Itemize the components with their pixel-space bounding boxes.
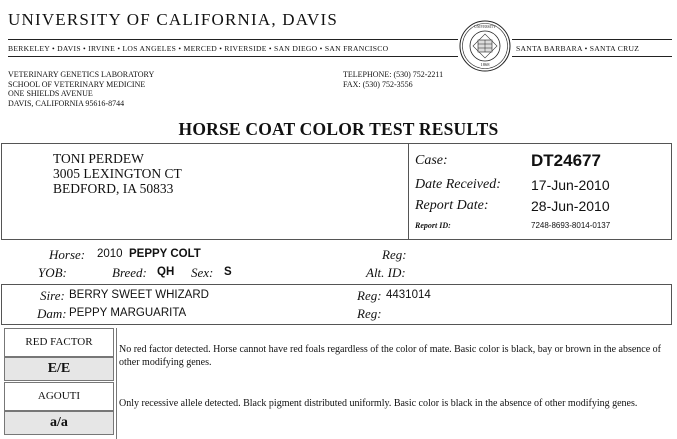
test-name: RED FACTOR — [4, 328, 114, 357]
test-result: a/a — [4, 411, 114, 435]
campus-list-right: SANTA BARBARA • SANTA CRUZ — [516, 44, 640, 53]
sire-value: BERRY SWEET WHIZARD — [69, 289, 209, 301]
case-divider — [408, 143, 409, 240]
dam-reg-label: Reg: — [357, 306, 382, 321]
report-date-label: Report Date: — [415, 198, 489, 213]
university-seal-icon — [459, 20, 511, 72]
sire-reg-value: 4431014 — [386, 289, 431, 301]
svg-text:1868: 1868 — [480, 62, 490, 67]
report-date-value: 28-Jun-2010 — [531, 198, 610, 214]
lab-address-line: ONE SHIELDS AVENUE — [8, 89, 93, 98]
horse-reg-label: Reg: — [382, 247, 407, 262]
sex-label: Sex: — [191, 265, 214, 280]
owner-city: BEDFORD, IA 50833 — [53, 181, 174, 196]
lab-contact — [343, 70, 443, 89]
horse-year: 2010 — [97, 248, 123, 260]
sex-value: S — [224, 266, 232, 278]
breed-label: Breed: — [112, 265, 147, 280]
sire-label: Sire: — [40, 288, 65, 303]
owner-name: TONI PERDEW — [53, 151, 144, 166]
test-red-factor — [0, 328, 677, 382]
test-description: Only recessive allele detected. Black pigment distributed uniformly. Basic color is black in the absence of other modifying genes. — [119, 398, 638, 409]
owner-address — [53, 151, 182, 196]
lab-address — [8, 70, 154, 108]
svg-text:UNIVERSITY: UNIVERSITY — [474, 25, 496, 29]
test-divider — [116, 328, 117, 382]
lab-fax: FAX: (530) 752-3556 — [343, 79, 413, 89]
report-title: HORSE COAT COLOR TEST RESULTS — [178, 119, 499, 139]
header-rule-top-left — [8, 39, 458, 40]
lab-address-line: SCHOOL OF VETERINARY MEDICINE — [8, 79, 146, 89]
case-number: DT24677 — [531, 151, 601, 170]
lab-address-line: VETERINARY GENETICS LABORATORY — [8, 70, 155, 79]
campus-list-left: BERKELEY • DAVIS • IRVINE • LOS ANGELES • MERCED • RIVERSIDE • SAN DIEGO • SAN FRANCISCO — [8, 44, 389, 53]
test-result: E/E — [4, 357, 114, 381]
university-name: UNIVERSITY OF CALIFORNIA, DAVIS — [8, 10, 338, 29]
lab-address-line: DAVIS, CALIFORNIA 95616-8744 — [8, 98, 125, 108]
header-rule-bottom-left — [8, 56, 458, 57]
report-id-label: Report ID: — [415, 221, 451, 230]
yob-label: YOB: — [38, 265, 67, 280]
test-description: No red factor detected. Horse cannot have red foals regardless of the color of mate. Basic color is black, bay or brown in the absence of other modifying genes. — [119, 344, 662, 368]
date-received-value: 17-Jun-2010 — [531, 177, 610, 193]
alt-id-label: Alt. ID: — [366, 265, 406, 280]
test-agouti — [0, 382, 677, 439]
date-received-label: Date Received: — [415, 177, 501, 192]
sire-reg-label: Reg: — [357, 288, 382, 303]
dam-label: Dam: — [37, 306, 67, 321]
lab-telephone: TELEPHONE: (530) 752-2211 — [343, 70, 444, 79]
report-id-value: 7248-8693-8014-0137 — [531, 221, 611, 230]
test-name: AGOUTI — [4, 382, 114, 411]
horse-name: PEPPY COLT — [129, 248, 201, 260]
owner-street: 3005 LEXINGTON CT — [53, 166, 182, 181]
horse-label: Horse: — [49, 247, 86, 262]
dam-value: PEPPY MARGUARITA — [69, 307, 187, 319]
case-label: Case: — [415, 153, 448, 168]
header-rule-bottom-right — [512, 56, 672, 57]
test-divider — [116, 382, 117, 439]
header-rule-top-right — [512, 39, 672, 40]
breed-value: QH — [157, 266, 175, 278]
